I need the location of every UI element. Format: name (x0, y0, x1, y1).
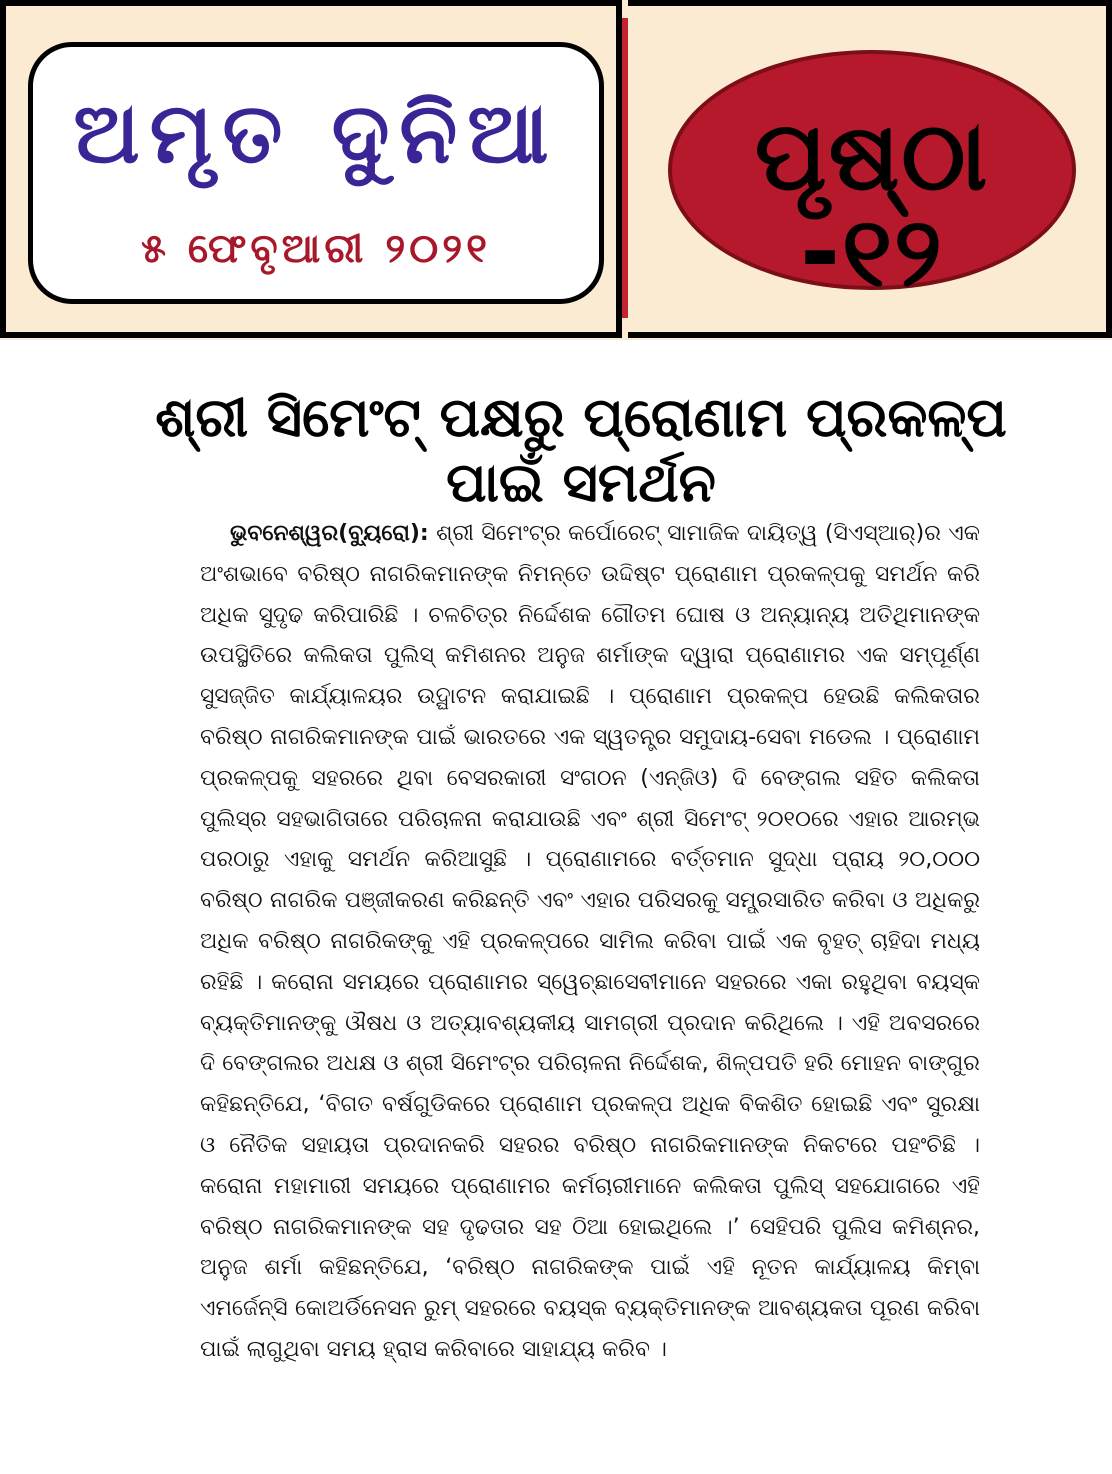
page-number-label: ପୃଷ୍ଠା -୧୨ (754, 100, 990, 308)
article-headline: ଶ୍ରୀ ସିମେଂଟ୍ ପକ୍ଷରୁ ପ୍ରୋଣାମ ପ୍ରକଳ୍ପ ପାଇଁ ସମର୍ଥନ (155, 386, 1007, 514)
page-header (0, 0, 1112, 340)
newspaper-title: ଅମୃତ ଦୁନିଆ (73, 84, 559, 182)
masthead-frame (0, 0, 622, 338)
article-dateline: ଭୁବନେଶ୍ୱର(ବ୍ୟୁରୋ): (230, 521, 429, 546)
publication-date: ୫ ଫେବୃଆରୀ ୨୦୨୧ (141, 226, 491, 272)
masthead-box (28, 42, 604, 304)
article-text: ଶ୍ରୀ ସିମେଂଟ୍‌ର କର୍ପୋରେଟ୍ ସାମାଜିକ ଦାୟିତ୍ୱ (ସିଏସ୍ଆର୍)ର ଏକ ଅଂଶଭାବେ ବରିଷ୍ଠ ନାଗରିକମାନଙ୍କ ନିମନ୍ତେ ଉଦ୍ଦିଷ୍ଟ ପ୍ରୋଣାମ ପ୍ରକଳ୍ପକୁ ସମର୍ଥନ କରି ଅଧିକ ସୁଦୃଢ କରିପାରିଛି । ଚଳଚିତ୍ର ନିର୍ଦ୍ଦେଶକ ଗୌତମ ଘୋଷ ଓ ଅନ୍ୟାନ୍ୟ ଅତିଥିମାନଙ୍କ ଉପସ୍ଥିତିରେ କଲିକତା ପୁଲିସ୍ କମିଶନର ଅନୁଜ ଶର୍ମାଙ୍କ ଦ୍ୱାରା ପ୍ରୋଣାମର ଏକ ସମ୍ପୂର୍ଣ୍ଣ ସୁସଜ୍ଜିତ କାର୍ଯ୍ୟାଳୟର ଉଦ୍ଘାଟନ କରାଯାଇଛି । ପ୍ରୋଣାମ ପ୍ରକଳ୍ପ ହେଉଛି କଲିକତାର ବରିଷ୍ଠ ନାଗରିକମାନଙ୍କ ପାଇଁ ଭାରତରେ ଏକ ସ୍ୱତନ୍ତ୍ର ସମୁଦାୟ-ସେବା ମଡେଲ । ପ୍ରୋଣାମ ପ୍ରକଳ୍ପକୁ ସହରରେ ଥିବା ବେସରକାରୀ ସଂଗଠନ (ଏନ୍‌ଜିଓ) ଦି ବେଙ୍ଗଲ ସହିତ କଲିକତା ପୁଲିସ୍‌ର ସହଭାଗିତାରେ ପରିଚାଳନା କରାଯାଉଛି ଏବଂ ଶ୍ରୀ ସିମେଂଟ୍ ୨୦୧୦ରେ ଏହାର ଆରମ୍ଭ ପରଠାରୁ ଏହାକୁ ସମର୍ଥନ କରିଆସୁଛି । ପ୍ରୋଣାମରେ ବର୍ତ୍ତମାନ ସୁଦ୍ଧା ପ୍ରାୟ ୨୦,୦୦୦ ବରିଷ୍ଠ ନାଗରିକ ପଞ୍ଜୀକରଣ କରିଛନ୍ତି ଏବଂ ଏହାର ପରିସରକୁ ସମ୍ପ୍ରସାରିତ କରିବା ଓ ଅଧିକରୁ ଅଧିକ ବରିଷ୍ଠ ନାଗରିକଙ୍କୁ ଏହି ପ୍ରକଳ୍ପରେ ସାମିଲ କରିବା ପାଇଁ ଏକ ବୃହତ୍ ଚାହିଦା ମଧ୍ୟ ରହିଛି । କରୋନା ସମୟରେ ପ୍ରୋଣାମର ସ୍ୱେଚ୍ଛାସେବୀମାନେ ସହରରେ ଏକା ରହୁଥିବା ବୟସ୍କ ବ୍ୟକ୍ତିମାନଙ୍କୁ ଔଷଧ ଓ ଅତ୍ୟାବଶ୍ୟକୀୟ ସାମଗ୍ରୀ ପ୍ରଦାନ କରିଥିଲେ । ଏହି ଅବସରରେ ଦି ବେଙ୍ଗଲର ଅଧକ୍ଷ ଓ ଶ୍ରୀ ସିମେଂଟ୍‌ର ପରିଚାଳନା ନିର୍ଦ୍ଦେଶକ, ଶିଳ୍ପପତି ହରି ମୋହନ ବାଙ୍ଗୁର କହିଛନ୍ତିଯେ, ‘ବିଗତ ବର୍ଷଗୁଡିକରେ ପ୍ରୋଣାମ ପ୍ରକଳ୍ପ ଅଧିକ ବିକଶିତ ହୋଇଛି ଏବଂ ସୁରକ୍ଷା ଓ ନୈତିକ ସହାୟତା ପ୍ରଦାନକରି ସହରର ବରିଷ୍ଠ ନାଗରିକମାନଙ୍କ ନିକଟରେ ପହଂଚିଛି । କରୋନା ମହାମାରୀ ସମୟରେ ପ୍ରୋଣାମର କର୍ମଚାରୀମାନେ କଲିକତା ପୁଲିସ୍ ସହଯୋଗରେ ଏହି ବରିଷ୍ଠ ନାଗରିକମାନଙ୍କ ସହ ଦୃଢତାର ସହ ଠିଆ ହୋଇଥିଲେ ।’ ସେହିପରି ପୁଲିସ କମିଶ୍ନର, ଅନୁଜ ଶର୍ମା କହିଛନ୍ତିଯେ, ‘ବରିଷ୍ଠ ନାଗରିକଙ୍କ ପାଇଁ ଏହି ନୂତନ କାର୍ଯ୍ୟାଳୟ କିମ୍ବା ଏମର୍ଜେନ୍ସି କୋଅର୍ଡିନେସନ ରୁମ୍ ସହରରେ ବୟସ୍କ ବ୍ୟକ୍ତିମାନଙ୍କ ଆବଶ୍ୟକତା ପୂରଣ କରିବା ପାଇଁ ଲାଗୁଥିବା ସମୟ ହ୍ରାସ କରିବାରେ ସାହାଯ୍ୟ କରିବ । (200, 521, 980, 1362)
page-number-badge (668, 50, 1076, 308)
article-body (200, 514, 980, 1450)
